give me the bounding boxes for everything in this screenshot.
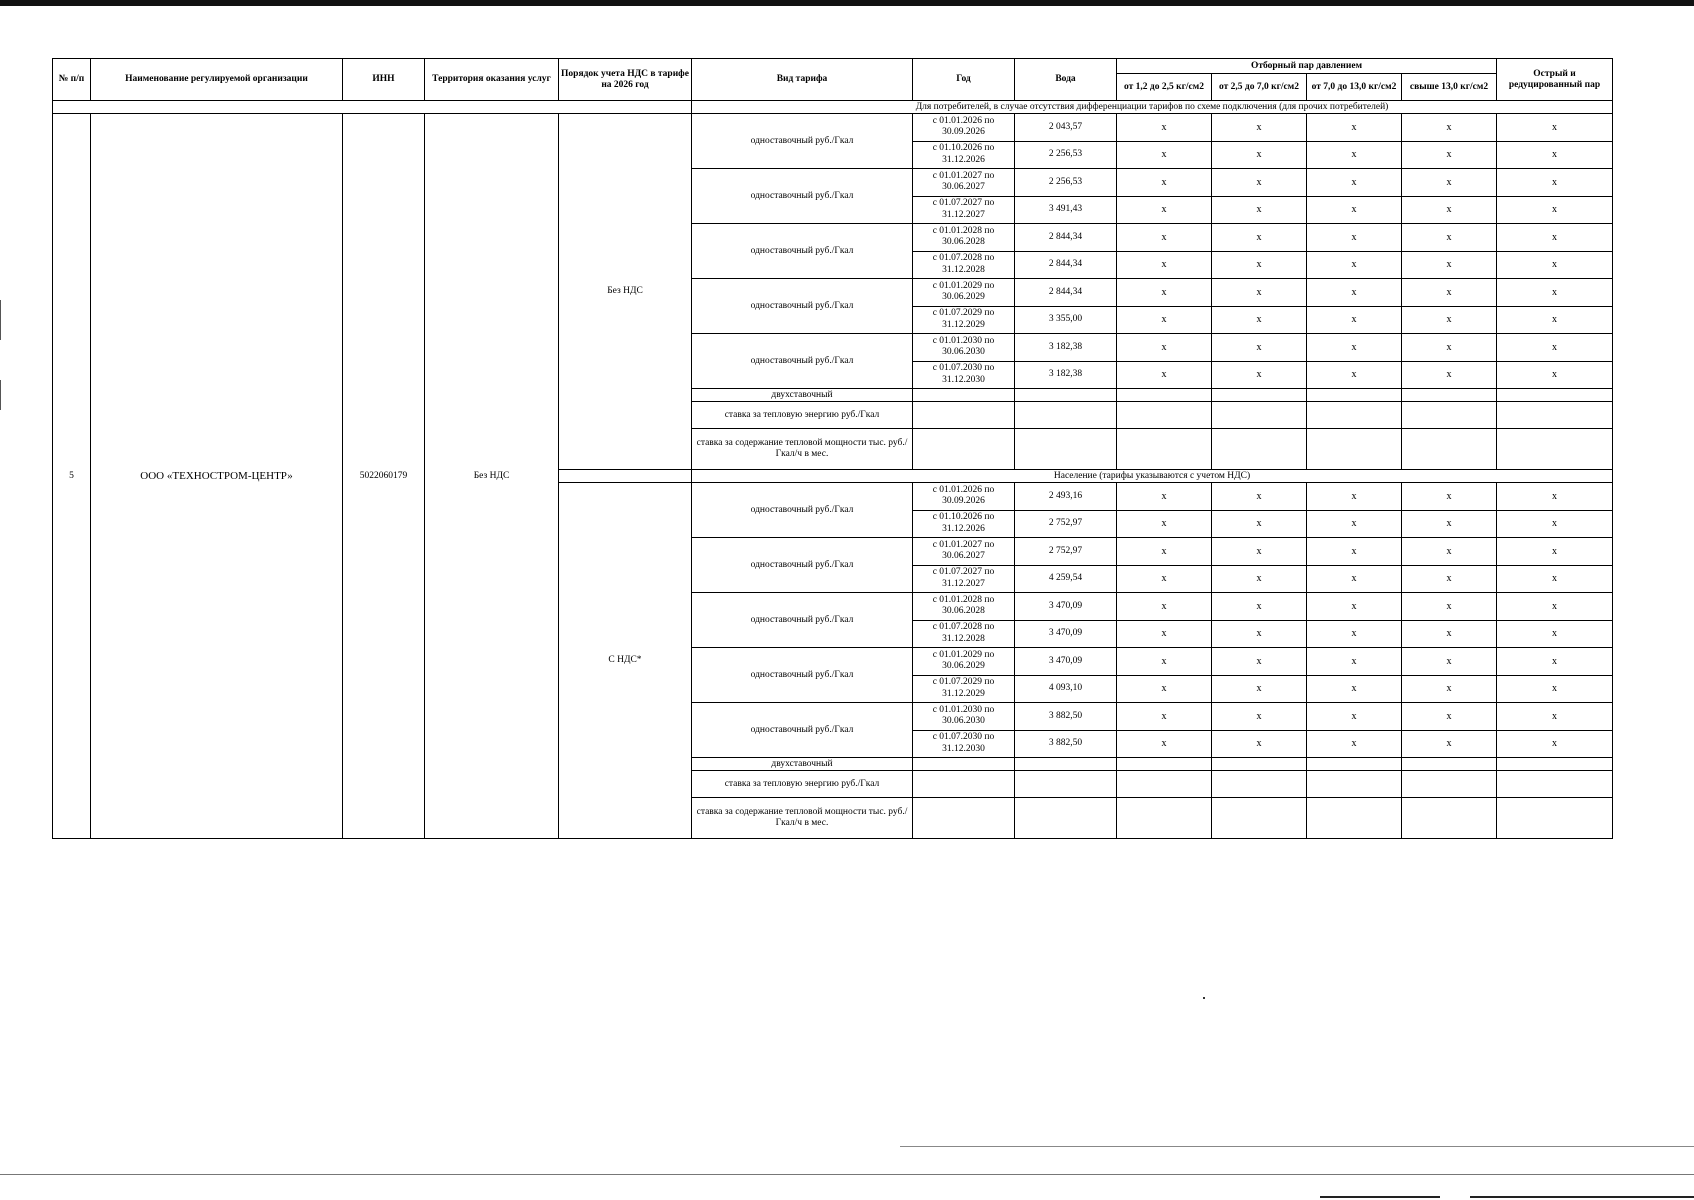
water-value: 3 182,38 xyxy=(1015,361,1117,389)
sharp-steam-value: x xyxy=(1497,565,1613,593)
water-value: 4 093,10 xyxy=(1015,675,1117,703)
two-part-label: двухставочный xyxy=(692,389,913,402)
sharp-steam-value: x xyxy=(1497,510,1613,538)
tariff-type: одноставочный руб./Гкал xyxy=(692,538,913,593)
steam-4-value: x xyxy=(1402,361,1497,389)
sharp-steam-value: x xyxy=(1497,620,1613,648)
empty-cell xyxy=(1117,389,1212,402)
empty-cell xyxy=(53,101,692,114)
steam-4-value: x xyxy=(1402,306,1497,334)
steam-4-value: x xyxy=(1402,648,1497,676)
header-steam-4: свыше 13,0 кг/см2 xyxy=(1402,74,1497,101)
steam-4-value: x xyxy=(1402,565,1497,593)
steam-1-value: x xyxy=(1117,593,1212,621)
empty-cell xyxy=(1015,429,1117,470)
period-cell: с 01.07.2028 по 31.12.2028 xyxy=(913,251,1015,279)
water-value: 3 882,50 xyxy=(1015,730,1117,758)
sharp-steam-value: x xyxy=(1497,703,1613,731)
water-value: 3 470,09 xyxy=(1015,620,1117,648)
period-cell: с 01.07.2029 по 31.12.2029 xyxy=(913,306,1015,334)
steam-3-value: x xyxy=(1307,675,1402,703)
empty-cell xyxy=(1307,758,1402,771)
steam-3-value: x xyxy=(1307,620,1402,648)
sharp-steam-value: x xyxy=(1497,593,1613,621)
steam-1-value: x xyxy=(1117,703,1212,731)
steam-1-value: x xyxy=(1117,334,1212,362)
steam-1-value: x xyxy=(1117,141,1212,169)
empty-cell xyxy=(1497,389,1613,402)
sharp-steam-value: x xyxy=(1497,141,1613,169)
steam-4-value: x xyxy=(1402,675,1497,703)
water-value: 3 491,43 xyxy=(1015,196,1117,224)
rate-energy-label: ставка за тепловую энергию руб./Гкал xyxy=(692,771,913,798)
empty-cell xyxy=(1117,758,1212,771)
steam-2-value: x xyxy=(1212,196,1307,224)
rate-energy-label: ставка за тепловую энергию руб./Гкал xyxy=(692,402,913,429)
empty-cell xyxy=(913,798,1015,839)
empty-cell xyxy=(1117,402,1212,429)
header-num: № п/п xyxy=(53,59,91,101)
empty-cell xyxy=(1307,798,1402,839)
empty-cell xyxy=(1212,429,1307,470)
header-steam-1: от 1,2 до 2,5 кг/см2 xyxy=(1117,74,1212,101)
scan-artifact xyxy=(900,1146,1694,1147)
steam-4-value: x xyxy=(1402,196,1497,224)
empty-cell xyxy=(1015,758,1117,771)
steam-1-value: x xyxy=(1117,224,1212,252)
vat-order-label: Без НДС xyxy=(559,114,692,470)
steam-1-value: x xyxy=(1117,675,1212,703)
section-title: Для потребителей, в случае отсутствия дифференциации тарифов по схеме подключения (для прочих потребителей) xyxy=(692,101,1613,114)
vat-order-label: С НДС* xyxy=(559,483,692,839)
steam-3-value: x xyxy=(1307,306,1402,334)
steam-4-value: x xyxy=(1402,703,1497,731)
sharp-steam-value: x xyxy=(1497,361,1613,389)
sharp-steam-value: x xyxy=(1497,648,1613,676)
tariff-type: одноставочный руб./Гкал xyxy=(692,593,913,648)
sharp-steam-value: x xyxy=(1497,334,1613,362)
empty-cell xyxy=(1497,758,1613,771)
tariff-table xyxy=(52,58,1613,839)
header-steam-3: от 7,0 до 13,0 кг/см2 xyxy=(1307,74,1402,101)
steam-1-value: x xyxy=(1117,620,1212,648)
steam-1-value: x xyxy=(1117,361,1212,389)
steam-3-value: x xyxy=(1307,196,1402,224)
empty-cell xyxy=(913,771,1015,798)
empty-cell xyxy=(1015,771,1117,798)
empty-cell xyxy=(913,429,1015,470)
sharp-steam-value: x xyxy=(1497,114,1613,142)
steam-2-value: x xyxy=(1212,361,1307,389)
empty-cell xyxy=(1212,758,1307,771)
tariff-type: одноставочный руб./Гкал xyxy=(692,279,913,334)
period-cell: с 01.01.2029 по 30.06.2029 xyxy=(913,648,1015,676)
steam-4-value: x xyxy=(1402,279,1497,307)
header-territory: Территория оказания услуг xyxy=(425,59,559,101)
empty-cell xyxy=(1212,771,1307,798)
water-value: 2 844,34 xyxy=(1015,251,1117,279)
scan-artifact xyxy=(0,300,1,340)
steam-2-value: x xyxy=(1212,510,1307,538)
empty-cell xyxy=(1402,389,1497,402)
header-org-name: Наименование регулируемой организации xyxy=(91,59,343,101)
steam-4-value: x xyxy=(1402,730,1497,758)
scan-artifact xyxy=(1320,1196,1440,1198)
sharp-steam-value: x xyxy=(1497,483,1613,511)
empty-cell xyxy=(1402,798,1497,839)
water-value: 2 493,16 xyxy=(1015,483,1117,511)
empty-cell xyxy=(1212,389,1307,402)
empty-cell xyxy=(1402,758,1497,771)
steam-2-value: x xyxy=(1212,224,1307,252)
tariff-type: одноставочный руб./Гкал xyxy=(692,169,913,224)
sharp-steam-value: x xyxy=(1497,224,1613,252)
steam-1-value: x xyxy=(1117,483,1212,511)
section-separator-row xyxy=(53,101,1613,114)
steam-2-value: x xyxy=(1212,306,1307,334)
steam-4-value: x xyxy=(1402,141,1497,169)
org-inn: 5022060179 xyxy=(343,114,425,839)
empty-cell xyxy=(913,402,1015,429)
steam-3-value: x xyxy=(1307,538,1402,566)
empty-cell xyxy=(1402,771,1497,798)
period-cell: с 01.01.2026 по 30.09.2026 xyxy=(913,483,1015,511)
sharp-steam-value: x xyxy=(1497,730,1613,758)
period-cell: с 01.07.2027 по 31.12.2027 xyxy=(913,196,1015,224)
steam-2-value: x xyxy=(1212,334,1307,362)
empty-cell xyxy=(559,470,692,483)
header-steam-group: Отборный пар давлением xyxy=(1117,59,1497,74)
steam-3-value: x xyxy=(1307,224,1402,252)
header-sharp-steam: Острый и редуцированный пар xyxy=(1497,59,1613,101)
org-number: 5 xyxy=(53,114,91,839)
tariff-type: одноставочный руб./Гкал xyxy=(692,114,913,169)
steam-1-value: x xyxy=(1117,251,1212,279)
steam-1-value: x xyxy=(1117,730,1212,758)
rate-capacity-label: ставка за содержание тепловой мощности тыс. руб./Гкал/ч в мес. xyxy=(692,798,913,839)
sharp-steam-value: x xyxy=(1497,279,1613,307)
water-value: 2 752,97 xyxy=(1015,510,1117,538)
period-cell: с 01.01.2029 по 30.06.2029 xyxy=(913,279,1015,307)
steam-4-value: x xyxy=(1402,620,1497,648)
steam-2-value: x xyxy=(1212,565,1307,593)
steam-2-value: x xyxy=(1212,730,1307,758)
period-cell: с 01.01.2026 по 30.09.2026 xyxy=(913,114,1015,142)
steam-3-value: x xyxy=(1307,510,1402,538)
steam-1-value: x xyxy=(1117,279,1212,307)
empty-cell xyxy=(1212,402,1307,429)
steam-4-value: x xyxy=(1402,593,1497,621)
steam-3-value: x xyxy=(1307,141,1402,169)
steam-2-value: x xyxy=(1212,279,1307,307)
steam-3-value: x xyxy=(1307,251,1402,279)
steam-1-value: x xyxy=(1117,306,1212,334)
water-value: 3 882,50 xyxy=(1015,703,1117,731)
period-cell: с 01.01.2028 по 30.06.2028 xyxy=(913,593,1015,621)
water-value: 3 355,00 xyxy=(1015,306,1117,334)
water-value: 3 470,09 xyxy=(1015,593,1117,621)
period-cell: с 01.07.2029 по 31.12.2029 xyxy=(913,675,1015,703)
steam-3-value: x xyxy=(1307,593,1402,621)
steam-3-value: x xyxy=(1307,648,1402,676)
steam-2-value: x xyxy=(1212,675,1307,703)
water-value: 2 844,34 xyxy=(1015,279,1117,307)
steam-4-value: x xyxy=(1402,224,1497,252)
empty-cell xyxy=(1307,402,1402,429)
empty-cell xyxy=(1307,771,1402,798)
period-cell: с 01.10.2026 по 31.12.2026 xyxy=(913,510,1015,538)
period-cell: с 01.07.2030 по 31.12.2030 xyxy=(913,361,1015,389)
period-cell: с 01.01.2027 по 30.06.2027 xyxy=(913,169,1015,197)
empty-cell xyxy=(1212,798,1307,839)
header-tariff-type: Вид тарифа xyxy=(692,59,913,101)
steam-2-value: x xyxy=(1212,703,1307,731)
period-cell: с 01.01.2028 по 30.06.2028 xyxy=(913,224,1015,252)
scan-artifact xyxy=(0,1174,1694,1175)
empty-cell xyxy=(1117,798,1212,839)
steam-1-value: x xyxy=(1117,196,1212,224)
steam-3-value: x xyxy=(1307,114,1402,142)
steam-4-value: x xyxy=(1402,538,1497,566)
water-value: 3 182,38 xyxy=(1015,334,1117,362)
steam-4-value: x xyxy=(1402,169,1497,197)
scan-top-border xyxy=(0,0,1694,6)
steam-3-value: x xyxy=(1307,169,1402,197)
steam-3-value: x xyxy=(1307,703,1402,731)
empty-cell xyxy=(1497,402,1613,429)
period-cell: с 01.07.2028 по 31.12.2028 xyxy=(913,620,1015,648)
period-cell: с 01.07.2030 по 31.12.2030 xyxy=(913,730,1015,758)
scan-artifact xyxy=(1470,1196,1694,1198)
steam-3-value: x xyxy=(1307,334,1402,362)
water-value: 2 256,53 xyxy=(1015,169,1117,197)
period-cell: с 01.01.2030 по 30.06.2030 xyxy=(913,703,1015,731)
steam-1-value: x xyxy=(1117,169,1212,197)
org-name: ООО «ТЕХНОСТРОМ-ЦЕНТР» xyxy=(91,114,343,839)
steam-2-value: x xyxy=(1212,620,1307,648)
empty-cell xyxy=(1402,402,1497,429)
rate-capacity-label: ставка за содержание тепловой мощности тыс. руб./Гкал/ч в мес. xyxy=(692,429,913,470)
steam-1-value: x xyxy=(1117,510,1212,538)
period-cell: с 01.01.2030 по 30.06.2030 xyxy=(913,334,1015,362)
period-cell: с 01.10.2026 по 31.12.2026 xyxy=(913,141,1015,169)
table-row xyxy=(53,114,1613,142)
empty-cell xyxy=(1497,429,1613,470)
empty-cell xyxy=(1015,798,1117,839)
tariff-type: одноставочный руб./Гкал xyxy=(692,483,913,538)
water-value: 2 844,34 xyxy=(1015,224,1117,252)
tariff-type: одноставочный руб./Гкал xyxy=(692,224,913,279)
org-territory: Без НДС xyxy=(425,114,559,839)
steam-1-value: x xyxy=(1117,648,1212,676)
steam-2-value: x xyxy=(1212,593,1307,621)
steam-2-value: x xyxy=(1212,648,1307,676)
header-year: Год xyxy=(913,59,1015,101)
section-title: Население (тарифы указываются с учетом НДС) xyxy=(692,470,1613,483)
steam-2-value: x xyxy=(1212,483,1307,511)
empty-cell xyxy=(1117,771,1212,798)
header-inn: ИНН xyxy=(343,59,425,101)
empty-cell xyxy=(1307,429,1402,470)
steam-2-value: x xyxy=(1212,169,1307,197)
water-value: 2 752,97 xyxy=(1015,538,1117,566)
steam-2-value: x xyxy=(1212,251,1307,279)
steam-2-value: x xyxy=(1212,141,1307,169)
tariff-type: одноставочный руб./Гкал xyxy=(692,703,913,758)
steam-3-value: x xyxy=(1307,361,1402,389)
sharp-steam-value: x xyxy=(1497,169,1613,197)
tariff-type: одноставочный руб./Гкал xyxy=(692,334,913,389)
header-water: Вода xyxy=(1015,59,1117,101)
sharp-steam-value: x xyxy=(1497,251,1613,279)
header-steam-2: от 2,5 до 7,0 кг/см2 xyxy=(1212,74,1307,101)
sharp-steam-value: x xyxy=(1497,538,1613,566)
empty-cell xyxy=(1497,798,1613,839)
steam-3-value: x xyxy=(1307,279,1402,307)
steam-3-value: x xyxy=(1307,483,1402,511)
steam-2-value: x xyxy=(1212,538,1307,566)
steam-4-value: x xyxy=(1402,251,1497,279)
water-value: 3 470,09 xyxy=(1015,648,1117,676)
water-value: 4 259,54 xyxy=(1015,565,1117,593)
steam-3-value: x xyxy=(1307,730,1402,758)
water-value: 2 256,53 xyxy=(1015,141,1117,169)
steam-3-value: x xyxy=(1307,565,1402,593)
steam-4-value: x xyxy=(1402,114,1497,142)
empty-cell xyxy=(913,758,1015,771)
two-part-label: двухставочный xyxy=(692,758,913,771)
empty-cell xyxy=(1307,389,1402,402)
steam-1-value: x xyxy=(1117,565,1212,593)
empty-cell xyxy=(913,389,1015,402)
period-cell: с 01.07.2027 по 31.12.2027 xyxy=(913,565,1015,593)
steam-2-value: x xyxy=(1212,114,1307,142)
scan-artifact xyxy=(0,380,1,410)
scan-artifact xyxy=(1203,997,1205,999)
empty-cell xyxy=(1402,429,1497,470)
steam-4-value: x xyxy=(1402,334,1497,362)
empty-cell xyxy=(1015,389,1117,402)
sharp-steam-value: x xyxy=(1497,675,1613,703)
header-vat-order: Порядок учета НДС в тарифе на 2026 год xyxy=(559,59,692,101)
steam-1-value: x xyxy=(1117,114,1212,142)
steam-4-value: x xyxy=(1402,483,1497,511)
sharp-steam-value: x xyxy=(1497,306,1613,334)
water-value: 2 043,57 xyxy=(1015,114,1117,142)
empty-cell xyxy=(1497,771,1613,798)
tariff-type: одноставочный руб./Гкал xyxy=(692,648,913,703)
steam-1-value: x xyxy=(1117,538,1212,566)
period-cell: с 01.01.2027 по 30.06.2027 xyxy=(913,538,1015,566)
sharp-steam-value: x xyxy=(1497,196,1613,224)
empty-cell xyxy=(1015,402,1117,429)
empty-cell xyxy=(1117,429,1212,470)
steam-4-value: x xyxy=(1402,510,1497,538)
